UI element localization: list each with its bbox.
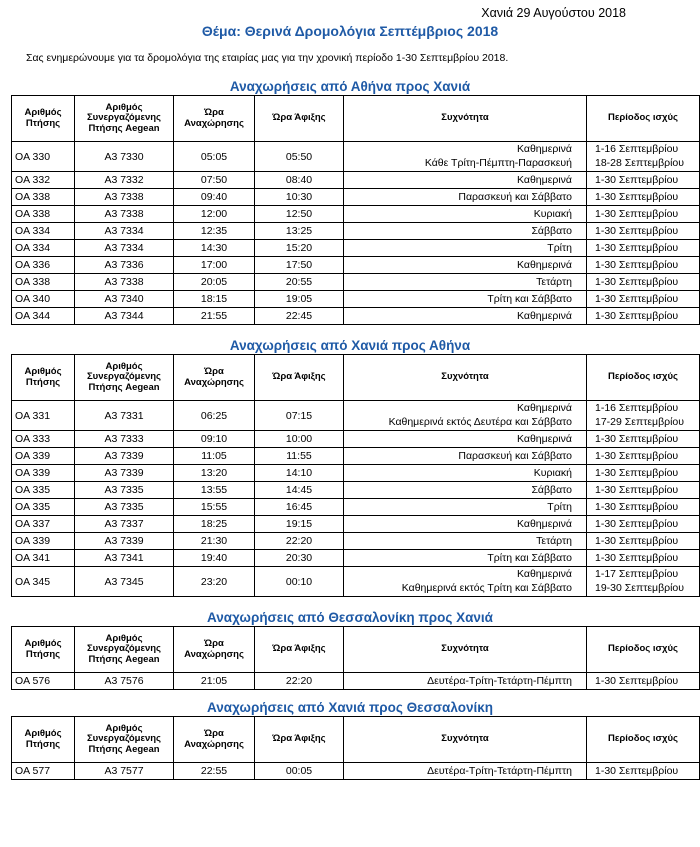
departure-time-cell: 22:55 — [174, 763, 255, 780]
departure-time-cell: 13:55 — [174, 482, 255, 499]
departure-time-cell: 19:40 — [174, 550, 255, 567]
frequency-cell-line: Σάββατο — [531, 484, 572, 496]
validity-period-cell — [587, 673, 700, 690]
departure-time-cell: 15:55 — [174, 499, 255, 516]
frequency-cell — [344, 499, 587, 516]
column-header-partner: Αριθμός Συνεργαζόμενης Πτήσης Aegean — [75, 627, 174, 673]
arrival-time-cell: 16:45 — [255, 499, 344, 516]
section-title: Αναχωρήσεις από Χανιά προς Θεσσαλονίκη — [207, 700, 493, 715]
validity-period-cell-line: 1-30 Σεπτεμβρίου — [595, 450, 679, 462]
validity-period-cell — [587, 308, 700, 325]
table-header-row — [12, 627, 700, 673]
intro-text: Σας ενημερώνουμε για τα δρομολόγια της εταιρίας μας για την χρονική περίοδο 1-30 Σεπτεμβρίου 2018. — [26, 52, 509, 64]
frequency-cell — [344, 223, 587, 240]
frequency-cell — [344, 763, 587, 780]
frequency-cell-line: Καθημερινά — [517, 518, 572, 530]
frequency-cell-line: Καθημερινά — [517, 143, 572, 155]
departure-time-cell: 17:00 — [174, 257, 255, 274]
table-row — [12, 516, 700, 533]
partner-flight-cell: A3 7330 — [75, 142, 174, 172]
flight-number-cell: OA 338 — [12, 189, 75, 206]
column-header-frequency: Συχνότητα — [344, 96, 587, 142]
departure-time-cell: 14:30 — [174, 240, 255, 257]
column-header-arrival: Ώρα Άφιξης — [255, 355, 344, 401]
column-header-partner: Αριθμός Συνεργαζόμενης Πτήσης Aegean — [75, 717, 174, 763]
table-row — [12, 533, 700, 550]
frequency-cell-line: Τρίτη και Σάββατο — [487, 293, 572, 305]
arrival-time-cell: 14:45 — [255, 482, 344, 499]
frequency-cell-line: Παρασκευή και Σάββατο — [458, 450, 572, 462]
table-row — [12, 401, 700, 431]
column-header-frequency: Συχνότητα — [344, 355, 587, 401]
arrival-time-cell: 07:15 — [255, 401, 344, 431]
frequency-cell — [344, 516, 587, 533]
flight-number-cell: OA 335 — [12, 499, 75, 516]
table-header-row — [12, 717, 700, 763]
frequency-cell — [344, 172, 587, 189]
validity-period-cell-line: 1-30 Σεπτεμβρίου — [595, 293, 679, 305]
validity-period-cell-line: 1-30 Σεπτεμβρίου — [595, 765, 679, 777]
validity-period-cell-line: 1-30 Σεπτεμβρίου — [595, 552, 679, 564]
departure-time-cell: 05:05 — [174, 142, 255, 172]
frequency-cell-line: Κυριακή — [533, 467, 572, 479]
flight-number-cell: OA 340 — [12, 291, 75, 308]
partner-flight-cell: A3 7345 — [75, 567, 174, 597]
table-row — [12, 431, 700, 448]
frequency-cell — [344, 291, 587, 308]
departure-time-cell: 07:50 — [174, 172, 255, 189]
partner-flight-cell: A3 7338 — [75, 274, 174, 291]
section-title: Αναχωρήσεις από Θεσσαλονίκη προς Χανιά — [207, 610, 493, 625]
schedule-table — [11, 354, 700, 597]
frequency-cell-line: Καθημερινά — [517, 310, 572, 322]
document-date: Χανιά 29 Αυγούστου 2018 — [481, 6, 626, 20]
frequency-cell-line: Καθημερινά — [517, 174, 572, 186]
partner-flight-cell: A3 7344 — [75, 308, 174, 325]
validity-period-cell-line: 18-28 Σεπτεμβρίου — [595, 156, 684, 169]
frequency-cell — [344, 240, 587, 257]
table-row — [12, 448, 700, 465]
flight-number-cell: OA 338 — [12, 274, 75, 291]
partner-flight-cell: A3 7338 — [75, 206, 174, 223]
column-header-arrival: Ώρα Άφιξης — [255, 717, 344, 763]
table-header-row — [12, 355, 700, 401]
frequency-cell-line: Σάββατο — [531, 225, 572, 237]
validity-period-cell-line: 1-30 Σεπτεμβρίου — [595, 310, 679, 322]
validity-period-cell — [587, 763, 700, 780]
partner-flight-cell: A3 7341 — [75, 550, 174, 567]
validity-period-cell — [587, 465, 700, 482]
departure-time-cell: 23:20 — [174, 567, 255, 597]
frequency-cell-line: Τρίτη και Σάββατο — [487, 552, 572, 564]
section-athens-to-chania — [11, 78, 689, 325]
frequency-cell-line: Τρίτη — [547, 242, 572, 254]
table-row — [12, 550, 700, 567]
validity-period-cell-line: 1-30 Σεπτεμβρίου — [595, 467, 679, 479]
validity-period-cell-line: 1-16 Σεπτεμβρίου — [595, 143, 679, 155]
validity-period-cell-line: 1-30 Σεπτεμβρίου — [595, 535, 679, 547]
frequency-cell-line: Καθημερινά — [517, 568, 572, 580]
validity-period-cell — [587, 448, 700, 465]
column-header-arrival: Ώρα Άφιξης — [255, 627, 344, 673]
validity-period-cell — [587, 482, 700, 499]
validity-period-cell-line: 1-30 Σεπτεμβρίου — [595, 225, 679, 237]
frequency-cell — [344, 448, 587, 465]
flight-number-cell: OA 339 — [12, 465, 75, 482]
column-header-period: Περίοδος ισχύς — [587, 717, 700, 763]
partner-flight-cell: A3 7335 — [75, 499, 174, 516]
validity-period-cell — [587, 499, 700, 516]
frequency-cell — [344, 189, 587, 206]
validity-period-cell-line: 1-30 Σεπτεμβρίου — [595, 191, 679, 203]
departure-time-cell: 11:05 — [174, 448, 255, 465]
validity-period-cell-line: 1-30 Σεπτεμβρίου — [595, 174, 679, 186]
arrival-time-cell: 22:45 — [255, 308, 344, 325]
table-row — [12, 465, 700, 482]
arrival-time-cell: 19:15 — [255, 516, 344, 533]
validity-period-cell-line: 1-16 Σεπτεμβρίου — [595, 402, 679, 414]
validity-period-cell — [587, 516, 700, 533]
validity-period-cell — [587, 223, 700, 240]
arrival-time-cell: 19:05 — [255, 291, 344, 308]
table-row — [12, 172, 700, 189]
arrival-time-cell: 11:55 — [255, 448, 344, 465]
validity-period-cell-line: 1-30 Σεπτεμβρίου — [595, 433, 679, 445]
flight-number-cell: OA 339 — [12, 533, 75, 550]
table-row — [12, 223, 700, 240]
departure-time-cell: 21:30 — [174, 533, 255, 550]
table-row — [12, 257, 700, 274]
departure-time-cell: 21:05 — [174, 673, 255, 690]
partner-flight-cell: A3 7338 — [75, 189, 174, 206]
table-header-row — [12, 96, 700, 142]
section-chania-to-thessaloniki — [11, 699, 689, 780]
flight-number-cell: OA 331 — [12, 401, 75, 431]
column-header-frequency: Συχνότητα — [344, 717, 587, 763]
arrival-time-cell: 15:20 — [255, 240, 344, 257]
validity-period-cell-line: 1-30 Σεπτεμβρίου — [595, 259, 679, 271]
column-header-departure: Ώρα Αναχώρησης — [174, 355, 255, 401]
column-header-flight: Αριθμός Πτήσης — [12, 717, 75, 763]
validity-period-cell-line: 1-30 Σεπτεμβρίου — [595, 276, 679, 288]
schedule-table — [11, 626, 700, 690]
arrival-time-cell: 13:25 — [255, 223, 344, 240]
departure-time-cell: 12:00 — [174, 206, 255, 223]
departure-time-cell: 09:40 — [174, 189, 255, 206]
flight-number-cell: OA 339 — [12, 448, 75, 465]
frequency-cell-line: Δευτέρα-Τρίτη-Τετάρτη-Πέμπτη — [427, 675, 572, 687]
departure-time-cell: 21:55 — [174, 308, 255, 325]
table-row — [12, 567, 700, 597]
flight-number-cell: OA 336 — [12, 257, 75, 274]
validity-period-cell-line: 1-30 Σεπτεμβρίου — [595, 675, 679, 687]
column-header-flight: Αριθμός Πτήσης — [12, 355, 75, 401]
frequency-cell — [344, 431, 587, 448]
partner-flight-cell: A3 7339 — [75, 465, 174, 482]
arrival-time-cell: 22:20 — [255, 533, 344, 550]
validity-period-cell — [587, 206, 700, 223]
partner-flight-cell: A3 7577 — [75, 763, 174, 780]
table-row — [12, 308, 700, 325]
column-header-flight: Αριθμός Πτήσης — [12, 96, 75, 142]
frequency-cell — [344, 482, 587, 499]
frequency-cell-line: Καθημερινά — [517, 433, 572, 445]
partner-flight-cell: A3 7340 — [75, 291, 174, 308]
departure-time-cell: 13:20 — [174, 465, 255, 482]
table-row — [12, 189, 700, 206]
departure-time-cell: 06:25 — [174, 401, 255, 431]
arrival-time-cell: 12:50 — [255, 206, 344, 223]
column-header-arrival: Ώρα Άφιξης — [255, 96, 344, 142]
flight-number-cell: OA 576 — [12, 673, 75, 690]
frequency-cell-line: Τρίτη — [547, 501, 572, 513]
frequency-cell — [344, 533, 587, 550]
arrival-time-cell: 08:40 — [255, 172, 344, 189]
validity-period-cell — [587, 274, 700, 291]
frequency-cell — [344, 401, 587, 431]
column-header-period: Περίοδος ισχύς — [587, 96, 700, 142]
table-row — [12, 763, 700, 780]
section-thessaloniki-to-chania — [11, 609, 689, 690]
frequency-cell-line: Κυριακή — [533, 208, 572, 220]
column-header-departure: Ώρα Αναχώρησης — [174, 627, 255, 673]
flight-number-cell: OA 334 — [12, 240, 75, 257]
partner-flight-cell: A3 7334 — [75, 240, 174, 257]
validity-period-cell — [587, 240, 700, 257]
frequency-cell-line: Τετάρτη — [536, 276, 572, 288]
flight-number-cell: OA 341 — [12, 550, 75, 567]
flight-number-cell: OA 333 — [12, 431, 75, 448]
departure-time-cell: 18:25 — [174, 516, 255, 533]
flight-number-cell: OA 345 — [12, 567, 75, 597]
partner-flight-cell: A3 7337 — [75, 516, 174, 533]
frequency-cell — [344, 673, 587, 690]
validity-period-cell-line: 1-30 Σεπτεμβρίου — [595, 242, 679, 254]
partner-flight-cell: A3 7335 — [75, 482, 174, 499]
table-row — [12, 142, 700, 172]
frequency-cell — [344, 274, 587, 291]
partner-flight-cell: A3 7339 — [75, 448, 174, 465]
departure-time-cell: 12:35 — [174, 223, 255, 240]
validity-period-cell-line: 19-30 Σεπτεμβρίου — [595, 581, 684, 594]
flight-number-cell: OA 338 — [12, 206, 75, 223]
validity-period-cell — [587, 550, 700, 567]
frequency-cell — [344, 206, 587, 223]
flight-number-cell: OA 337 — [12, 516, 75, 533]
frequency-cell-line: Καθημερινά εκτός Τρίτη και Σάββατο — [401, 581, 572, 594]
partner-flight-cell: A3 7332 — [75, 172, 174, 189]
frequency-cell-line: Καθημερινά — [517, 259, 572, 271]
table-row — [12, 482, 700, 499]
frequency-cell-line: Καθημερινά — [517, 402, 572, 414]
arrival-time-cell: 22:20 — [255, 673, 344, 690]
frequency-cell — [344, 142, 587, 172]
schedule-table — [11, 95, 700, 325]
frequency-cell — [344, 567, 587, 597]
schedule-table — [11, 716, 700, 780]
table-row — [12, 206, 700, 223]
arrival-time-cell: 00:10 — [255, 567, 344, 597]
column-header-frequency: Συχνότητα — [344, 627, 587, 673]
validity-period-cell — [587, 142, 700, 172]
partner-flight-cell: A3 7334 — [75, 223, 174, 240]
column-header-partner: Αριθμός Συνεργαζόμενης Πτήσης Aegean — [75, 96, 174, 142]
arrival-time-cell: 05:50 — [255, 142, 344, 172]
flight-number-cell: OA 330 — [12, 142, 75, 172]
partner-flight-cell: A3 7331 — [75, 401, 174, 431]
validity-period-cell-line: 1-30 Σεπτεμβρίου — [595, 518, 679, 530]
frequency-cell — [344, 550, 587, 567]
flight-number-cell: OA 335 — [12, 482, 75, 499]
validity-period-cell — [587, 567, 700, 597]
validity-period-cell-line: 1-30 Σεπτεμβρίου — [595, 501, 679, 513]
column-header-departure: Ώρα Αναχώρησης — [174, 717, 255, 763]
frequency-cell — [344, 257, 587, 274]
validity-period-cell — [587, 431, 700, 448]
validity-period-cell — [587, 401, 700, 431]
validity-period-cell-line: 17-29 Σεπτεμβρίου — [595, 415, 684, 428]
frequency-cell — [344, 308, 587, 325]
column-header-departure: Ώρα Αναχώρησης — [174, 96, 255, 142]
frequency-cell — [344, 465, 587, 482]
arrival-time-cell: 20:55 — [255, 274, 344, 291]
frequency-cell-line: Τετάρτη — [536, 535, 572, 547]
flight-number-cell: OA 334 — [12, 223, 75, 240]
validity-period-cell-line: 1-30 Σεπτεμβρίου — [595, 484, 679, 496]
column-header-period: Περίοδος ισχύς — [587, 627, 700, 673]
frequency-cell-line: Καθημερινά εκτός Δευτέρα και Σάββατο — [388, 415, 572, 428]
validity-period-cell-line: 1-30 Σεπτεμβρίου — [595, 208, 679, 220]
arrival-time-cell: 17:50 — [255, 257, 344, 274]
validity-period-cell — [587, 533, 700, 550]
frequency-cell-line: Δευτέρα-Τρίτη-Τετάρτη-Πέμπτη — [427, 765, 572, 777]
partner-flight-cell: A3 7339 — [75, 533, 174, 550]
frequency-cell-line: Παρασκευή και Σάββατο — [458, 191, 572, 203]
table-row — [12, 274, 700, 291]
flight-number-cell: OA 332 — [12, 172, 75, 189]
table-row — [12, 291, 700, 308]
validity-period-cell — [587, 189, 700, 206]
departure-time-cell: 09:10 — [174, 431, 255, 448]
partner-flight-cell: A3 7576 — [75, 673, 174, 690]
arrival-time-cell: 10:00 — [255, 431, 344, 448]
table-row — [12, 499, 700, 516]
section-title: Αναχωρήσεις από Χανιά προς Αθήνα — [229, 338, 471, 353]
arrival-time-cell: 14:10 — [255, 465, 344, 482]
document-title: Θέμα: Θερινά Δρομολόγια Σεπτέμβριος 2018 — [201, 23, 499, 39]
arrival-time-cell: 10:30 — [255, 189, 344, 206]
frequency-cell-line: Κάθε Τρίτη-Πέμπτη-Παρασκευή — [424, 156, 572, 169]
section-title: Αναχωρήσεις από Αθήνα προς Χανιά — [229, 79, 471, 94]
validity-period-cell — [587, 257, 700, 274]
partner-flight-cell: A3 7336 — [75, 257, 174, 274]
arrival-time-cell: 20:30 — [255, 550, 344, 567]
flight-number-cell: OA 344 — [12, 308, 75, 325]
column-header-partner: Αριθμός Συνεργαζόμενης Πτήσης Aegean — [75, 355, 174, 401]
departure-time-cell: 18:15 — [174, 291, 255, 308]
table-row — [12, 240, 700, 257]
validity-period-cell-line: 1-17 Σεπτεμβρίου — [595, 568, 679, 580]
table-row — [12, 673, 700, 690]
arrival-time-cell: 00:05 — [255, 763, 344, 780]
flight-number-cell: OA 577 — [12, 763, 75, 780]
section-chania-to-athens — [11, 337, 689, 597]
partner-flight-cell: A3 7333 — [75, 431, 174, 448]
column-header-flight: Αριθμός Πτήσης — [12, 627, 75, 673]
validity-period-cell — [587, 172, 700, 189]
departure-time-cell: 20:05 — [174, 274, 255, 291]
column-header-period: Περίοδος ισχύς — [587, 355, 700, 401]
validity-period-cell — [587, 291, 700, 308]
